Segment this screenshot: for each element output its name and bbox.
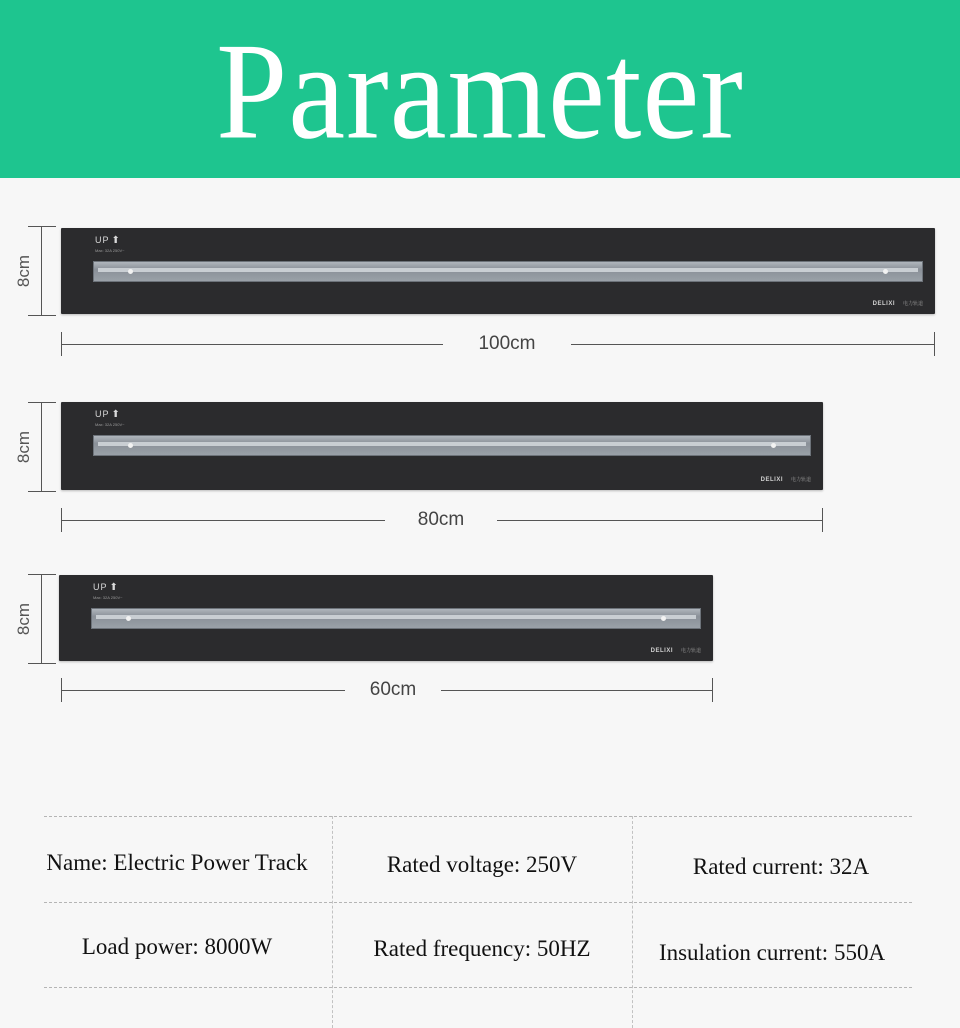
width-label: 100cm [478,333,536,354]
brand-logo: DELIXI [872,301,895,307]
spec-rated-current: Rated current: 32A [692,854,870,879]
spec-load-power: Load power: 8000W [81,934,273,959]
height-label: 8cm [14,602,34,636]
width-dimension [61,508,823,532]
width-dimension [61,332,935,356]
up-arrow-icon: ⬆ [109,582,119,593]
page-title: Parameter [216,14,744,168]
track-80cm [61,402,823,490]
brand-logo: DELIXI [650,648,673,654]
track-100cm [61,228,935,314]
screw-icon [771,443,776,448]
height-label: 8cm [14,254,34,288]
height-label: 8cm [14,430,34,464]
height-dimension [14,574,56,664]
track-spec-text: Max: 32A 250V~ [95,248,125,253]
screw-icon [661,616,666,621]
screw-icon [126,616,131,621]
header-banner [0,0,960,178]
up-arrow-icon: ⬆ [111,409,121,420]
up-indicator: UP ⬆ [93,582,119,593]
width-label: 80cm [417,509,465,530]
brand-subtext: 电力轨道 [680,648,701,654]
brand-logo: DELIXI [760,477,783,483]
screw-icon [883,269,888,274]
spec-rated-frequency: Rated frequency: 50HZ [373,936,591,961]
track-spec-text: Max: 32A 250V~ [95,422,125,427]
up-arrow-icon: ⬆ [111,235,121,246]
screw-icon [128,443,133,448]
screw-icon [128,269,133,274]
track-spec-text: Max: 32A 250V~ [93,595,123,600]
width-label: 60cm [369,679,417,700]
brand-subtext: 电力轨道 [790,477,811,483]
track-60cm [59,575,713,661]
rail [91,608,701,629]
spec-table [44,816,912,988]
height-dimension [14,226,56,316]
spec-name: Name: Electric Power Track [46,850,308,875]
spec-rated-voltage: Rated voltage: 250V [386,852,578,877]
brand-subtext: 电力轨道 [902,301,923,307]
width-dimension [61,678,713,702]
spec-insulation-current: Insulation current: 550A [658,940,886,965]
rail [93,435,811,456]
rail [93,261,923,282]
up-indicator: UP ⬆ [95,235,121,246]
height-dimension [14,402,56,492]
up-indicator: UP ⬆ [95,409,121,420]
